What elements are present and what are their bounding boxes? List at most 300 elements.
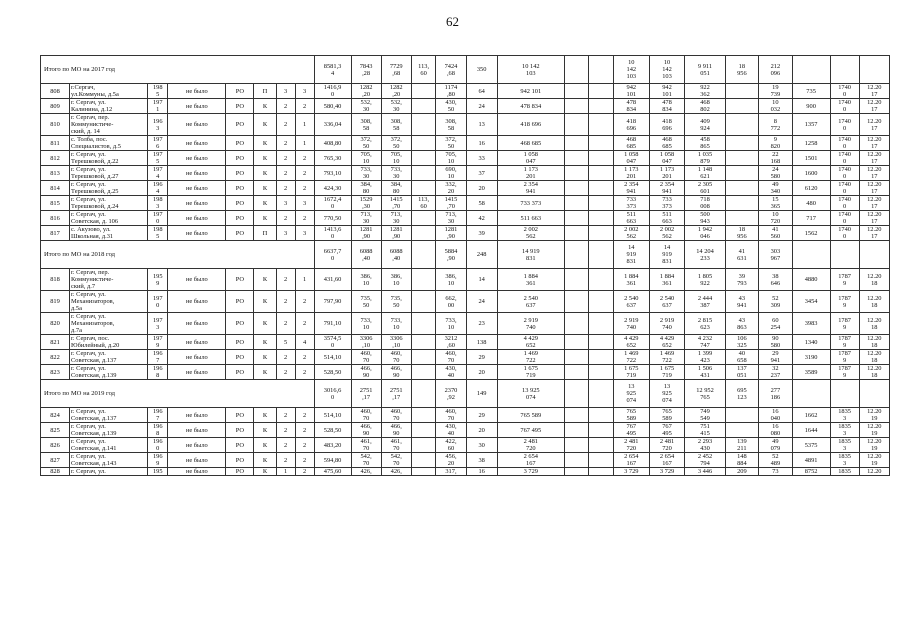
- table-cell: 16: [466, 136, 497, 151]
- table-cell: 12.20 18: [859, 313, 889, 335]
- table-cell: 1 942 046: [685, 226, 725, 241]
- table-cell: П: [254, 84, 276, 99]
- row-number-cell: 817: [41, 226, 70, 241]
- table-cell: 751 415: [685, 423, 725, 438]
- table-cell: [589, 335, 614, 350]
- table-cell: 1281 ,90: [351, 226, 381, 241]
- table-cell: 12.20 17: [859, 151, 889, 166]
- table-cell: 733 373: [649, 196, 685, 211]
- table-cell: 10 032: [759, 99, 793, 114]
- table-cell: 3190: [792, 350, 830, 365]
- table-cell: 38 646: [759, 269, 793, 291]
- table-cell: 1 173 201: [649, 166, 685, 181]
- table-cell: [589, 313, 614, 335]
- table-cell: 12.20 18: [859, 335, 889, 350]
- table-cell: [564, 423, 589, 438]
- table-cell: 4 429 652: [649, 335, 685, 350]
- table-cell: 3574,5 0: [314, 335, 351, 350]
- row-number-cell: 826: [41, 438, 70, 453]
- table-cell: 196 8: [148, 365, 168, 380]
- table-cell: 461, 70: [351, 438, 381, 453]
- table-cell: 4891: [792, 453, 830, 468]
- table-cell: 1672,4 0: [314, 196, 351, 211]
- address-cell: г. Сергач, ул. Советская, д.137: [70, 408, 148, 423]
- table-cell: 426,: [381, 468, 411, 476]
- table-cell: [411, 438, 436, 453]
- table-cell: 3454: [792, 291, 830, 313]
- table-cell: 2: [276, 453, 295, 468]
- table-cell: [411, 241, 436, 269]
- table-cell: [589, 56, 614, 84]
- table-cell: 1740 0: [830, 151, 859, 166]
- table-cell: РО: [226, 365, 254, 380]
- table-cell: [589, 365, 614, 380]
- table-cell: 483,20: [314, 438, 351, 453]
- table-cell: 5375: [792, 438, 830, 453]
- table-cell: 2 919 740: [649, 313, 685, 335]
- table-cell: [859, 241, 889, 269]
- table-cell: 2: [295, 438, 314, 453]
- table-cell: 922 362: [685, 84, 725, 99]
- table-cell: 42: [466, 211, 497, 226]
- table-cell: 4: [295, 335, 314, 350]
- table-cell: 386, 10: [436, 269, 466, 291]
- table-row: [41, 269, 890, 291]
- table-cell: 3: [295, 226, 314, 241]
- table-cell: К: [254, 151, 276, 166]
- table-cell: 1 058 047: [649, 151, 685, 166]
- table-cell: 4880: [792, 269, 830, 291]
- table-cell: 2 481 720: [649, 438, 685, 453]
- table-cell: [725, 99, 759, 114]
- table-cell: 2 654 167: [497, 453, 564, 468]
- table-cell: [859, 380, 889, 408]
- table-cell: П: [254, 226, 276, 241]
- table-cell: [725, 408, 759, 423]
- table-cell: [830, 241, 859, 269]
- table-cell: РО: [226, 151, 254, 166]
- table-cell: 1 469 722: [613, 350, 649, 365]
- row-number-cell: 821: [41, 335, 70, 350]
- table-cell: 197 6: [148, 136, 168, 151]
- table-cell: 749 549: [685, 408, 725, 423]
- table-cell: 209: [725, 468, 759, 476]
- table-cell: [589, 226, 614, 241]
- table-cell: К: [254, 291, 276, 313]
- table-cell: [411, 468, 436, 476]
- table-cell: РО: [226, 226, 254, 241]
- table-cell: 733, 10: [351, 313, 381, 335]
- table-cell: 511 663: [497, 211, 564, 226]
- table-cell: 6088 ,40: [381, 241, 411, 269]
- row-number-cell: 827: [41, 453, 70, 468]
- table-cell: 2: [295, 291, 314, 313]
- table-cell: 303 967: [759, 241, 793, 269]
- table-row: [41, 166, 890, 181]
- table-cell: 2: [276, 114, 295, 136]
- table-cell: 1835 3: [830, 408, 859, 423]
- table-cell: 7424 ,68: [436, 56, 466, 84]
- table-cell: [564, 196, 589, 211]
- table-cell: К: [254, 468, 276, 476]
- table-cell: 12.20 18: [859, 291, 889, 313]
- table-cell: 1 884 361: [649, 269, 685, 291]
- table-cell: 1 058 047: [613, 151, 649, 166]
- table-cell: 13 925 074: [613, 380, 649, 408]
- table-cell: 460, 70: [351, 350, 381, 365]
- address-cell: г. Сергач, пер. Коммунистиче- ский, д. 14: [70, 114, 148, 136]
- table-cell: 113, 60: [411, 196, 436, 211]
- table-cell: [725, 423, 759, 438]
- table-cell: 2: [295, 99, 314, 114]
- table-cell: 3983: [792, 313, 830, 335]
- table-cell: 466, 90: [351, 423, 381, 438]
- row-number-cell: 809: [41, 99, 70, 114]
- table-cell: 767 495: [613, 423, 649, 438]
- table-cell: [859, 56, 889, 84]
- table-cell: [564, 291, 589, 313]
- table-cell: 196 0: [148, 438, 168, 453]
- table-cell: 372, 50: [436, 136, 466, 151]
- table-cell: 514,10: [314, 408, 351, 423]
- table-cell: [564, 181, 589, 196]
- table-cell: 3: [276, 84, 295, 99]
- table-cell: 480: [792, 196, 830, 211]
- table-cell: РО: [226, 423, 254, 438]
- table-cell: 422, 60: [436, 438, 466, 453]
- table-cell: 733, 10: [436, 313, 466, 335]
- table-cell: 2 481 720: [613, 438, 649, 453]
- table-cell: К: [254, 211, 276, 226]
- table-cell: 1740 0: [830, 181, 859, 196]
- table-cell: 532, 30: [351, 99, 381, 114]
- table-cell: [564, 408, 589, 423]
- address-cell: г.Сергач, ул.Коммуны, д.5а: [70, 84, 148, 99]
- table-cell: 12.20: [859, 468, 889, 476]
- table-cell: 2: [276, 99, 295, 114]
- table-cell: не было: [168, 114, 226, 136]
- table-cell: 2: [295, 423, 314, 438]
- table-cell: К: [254, 99, 276, 114]
- table-cell: [725, 196, 759, 211]
- table-cell: 2: [276, 166, 295, 181]
- table-cell: [589, 291, 614, 313]
- table-cell: 2 444 387: [685, 291, 725, 313]
- table-cell: [589, 196, 614, 211]
- table-cell: [411, 99, 436, 114]
- table-cell: 542, 70: [351, 453, 381, 468]
- table-cell: 705, 10: [381, 151, 411, 166]
- table-cell: 3: [276, 226, 295, 241]
- table-cell: 19 739: [759, 84, 793, 99]
- table-cell: 705, 10: [436, 151, 466, 166]
- table-cell: 6637,7 0: [314, 241, 351, 269]
- table-cell: К: [254, 453, 276, 468]
- table-cell: не было: [168, 151, 226, 166]
- table-cell: [725, 84, 759, 99]
- table-cell: 22 168: [759, 151, 793, 166]
- table-cell: 1 058 047: [497, 151, 564, 166]
- table-cell: 2 815 623: [685, 313, 725, 335]
- row-number-cell: 811: [41, 136, 70, 151]
- table-cell: 24: [466, 291, 497, 313]
- table-cell: 2: [276, 181, 295, 196]
- table-cell: 2 305 601: [685, 181, 725, 196]
- table-cell: 1357: [792, 114, 830, 136]
- table-cell: РО: [226, 335, 254, 350]
- table-cell: 20: [466, 365, 497, 380]
- table-cell: РО: [226, 438, 254, 453]
- table-cell: К: [254, 166, 276, 181]
- table-cell: 20: [466, 181, 497, 196]
- table-cell: 430, 50: [436, 99, 466, 114]
- table-cell: 16: [466, 468, 497, 476]
- table-cell: 3: [295, 196, 314, 211]
- table-cell: 418 696: [497, 114, 564, 136]
- table-cell: 10 142 103: [649, 56, 685, 84]
- table-cell: 408,80: [314, 136, 351, 151]
- table-cell: [564, 114, 589, 136]
- table-row: [41, 151, 890, 166]
- table-cell: 942 101: [613, 84, 649, 99]
- table-cell: 733 373: [613, 196, 649, 211]
- address-cell: г. Сергач, ул. Советская, д.139: [70, 365, 148, 380]
- table-cell: 466, 90: [381, 423, 411, 438]
- table-cell: [411, 151, 436, 166]
- table-cell: не было: [168, 181, 226, 196]
- housing-program-table: [40, 55, 890, 476]
- table-cell: 735, 50: [381, 291, 411, 313]
- address-cell: г. Сергач, ул. Механизаторов, д.7а: [70, 313, 148, 335]
- table-cell: 478 834: [649, 99, 685, 114]
- table-cell: [564, 99, 589, 114]
- table-cell: 2 540 637: [613, 291, 649, 313]
- table-cell: 1 399 423: [685, 350, 725, 365]
- table-cell: [411, 380, 436, 408]
- table-cell: РО: [226, 269, 254, 291]
- table-cell: К: [254, 350, 276, 365]
- table-cell: 30: [466, 438, 497, 453]
- table-cell: 12.20 18: [859, 350, 889, 365]
- table-cell: 3 729: [613, 468, 649, 476]
- table-cell: 1282 ,20: [351, 84, 381, 99]
- table-cell: 14 919 831: [613, 241, 649, 269]
- table-cell: 7843 ,28: [351, 56, 381, 84]
- table-cell: не было: [168, 350, 226, 365]
- table-cell: 332, 20: [436, 181, 466, 196]
- table-cell: 2 654 167: [649, 453, 685, 468]
- table-cell: 735: [792, 84, 830, 99]
- table-cell: [589, 408, 614, 423]
- table-cell: 49 340: [759, 181, 793, 196]
- table-cell: 197 0: [148, 291, 168, 313]
- table-cell: РО: [226, 166, 254, 181]
- table-cell: 478 834: [497, 99, 564, 114]
- table-cell: 1 173 201: [497, 166, 564, 181]
- table-cell: 13 925 074: [497, 380, 564, 408]
- table-cell: 2: [276, 211, 295, 226]
- table-cell: 384, 80: [351, 181, 381, 196]
- address-cell: г. Сергач, ул. Терешковой, д.24: [70, 196, 148, 211]
- table-cell: 33: [466, 151, 497, 166]
- table-cell: 1340: [792, 335, 830, 350]
- table-cell: 43 941: [725, 291, 759, 313]
- table-cell: 3: [276, 196, 295, 211]
- table-cell: 106 325: [725, 335, 759, 350]
- table-cell: 2: [276, 151, 295, 166]
- table-cell: 2 654 167: [613, 453, 649, 468]
- table-cell: 431,60: [314, 269, 351, 291]
- table-cell: РО: [226, 291, 254, 313]
- table-cell: 662, 00: [436, 291, 466, 313]
- table-cell: 39: [466, 226, 497, 241]
- table-cell: 43 863: [725, 313, 759, 335]
- table-cell: 1 148 621: [685, 166, 725, 181]
- total-row: [41, 241, 890, 269]
- table-cell: [564, 313, 589, 335]
- table-cell: 717: [792, 211, 830, 226]
- table-cell: 32 237: [759, 365, 793, 380]
- table-cell: 6120: [792, 181, 830, 196]
- table-cell: 52 489: [759, 453, 793, 468]
- table-cell: 2 002 562: [613, 226, 649, 241]
- table-cell: 733, 30: [351, 166, 381, 181]
- table-cell: РО: [226, 468, 254, 476]
- table-cell: 14 919 831: [497, 241, 564, 269]
- table-cell: [411, 166, 436, 181]
- table-cell: 1740 0: [830, 211, 859, 226]
- table-cell: 468 685: [613, 136, 649, 151]
- table-cell: К: [254, 114, 276, 136]
- table-cell: не было: [168, 468, 226, 476]
- table-cell: 2: [295, 151, 314, 166]
- table-cell: 52 309: [759, 291, 793, 313]
- table-cell: 308, 58: [351, 114, 381, 136]
- table-cell: К: [254, 136, 276, 151]
- table-cell: 500 943: [685, 211, 725, 226]
- table-cell: 12.20 17: [859, 84, 889, 99]
- table-cell: 60 254: [759, 313, 793, 335]
- table-cell: 12.20 17: [859, 136, 889, 151]
- table-cell: 765 589: [613, 408, 649, 423]
- table-cell: 139 211: [725, 438, 759, 453]
- table-cell: 733 373: [497, 196, 564, 211]
- table-cell: 1740 0: [830, 196, 859, 211]
- table-cell: 138: [466, 335, 497, 350]
- address-cell: г. Сергач, ул. Терешковой, д.22: [70, 151, 148, 166]
- table-cell: 12.20 18: [859, 269, 889, 291]
- table-cell: 195: [148, 468, 168, 476]
- table-cell: [564, 453, 589, 468]
- table-cell: [589, 136, 614, 151]
- table-cell: 430, 40: [436, 423, 466, 438]
- table-cell: 2: [276, 423, 295, 438]
- table-cell: 1: [276, 468, 295, 476]
- table-cell: К: [254, 335, 276, 350]
- table-cell: 1 469 722: [649, 350, 685, 365]
- address-cell: г. Сергач, ул. Калинина, д.12: [70, 99, 148, 114]
- table-cell: 430, 40: [436, 365, 466, 380]
- table-cell: 735, 50: [351, 291, 381, 313]
- table-cell: не было: [168, 84, 226, 99]
- table-cell: 196 3: [148, 114, 168, 136]
- table-cell: [589, 84, 614, 99]
- table-cell: 2 354 941: [613, 181, 649, 196]
- table-cell: 2: [295, 365, 314, 380]
- table-cell: К: [254, 181, 276, 196]
- table-cell: К: [254, 313, 276, 335]
- table-cell: 1787 9: [830, 269, 859, 291]
- table-row: [41, 196, 890, 211]
- table-row: [41, 453, 890, 468]
- table-cell: 40 658: [725, 350, 759, 365]
- table-cell: 2: [276, 313, 295, 335]
- table-cell: [589, 350, 614, 365]
- table-cell: 2751 ,17: [381, 380, 411, 408]
- table-cell: 3589: [792, 365, 830, 380]
- table-cell: К: [254, 196, 276, 211]
- table-cell: 23: [466, 313, 497, 335]
- table-cell: [411, 423, 436, 438]
- table-cell: 466, 90: [381, 365, 411, 380]
- table-cell: 713, 30: [351, 211, 381, 226]
- address-cell: г. Сергач, ул. Советская, д.139: [70, 423, 148, 438]
- table-cell: 277 186: [759, 380, 793, 408]
- table-cell: [589, 211, 614, 226]
- table-cell: не было: [168, 365, 226, 380]
- table-cell: [589, 423, 614, 438]
- address-cell: с. Акузово, ул. Школьная, д.31: [70, 226, 148, 241]
- table-cell: 14 204 233: [685, 241, 725, 269]
- table-cell: 37: [466, 166, 497, 181]
- table-cell: 15 365: [759, 196, 793, 211]
- table-row: [41, 408, 890, 423]
- table-cell: К: [254, 365, 276, 380]
- table-cell: 198 3: [148, 196, 168, 211]
- page-number: 62: [446, 14, 459, 29]
- table-cell: 2: [295, 181, 314, 196]
- table-cell: 24: [466, 99, 497, 114]
- table-cell: 3306 ,10: [381, 335, 411, 350]
- table-cell: 1281 ,90: [381, 226, 411, 241]
- table-cell: [725, 151, 759, 166]
- table-cell: не было: [168, 313, 226, 335]
- table-cell: 1787 9: [830, 291, 859, 313]
- total-row: [41, 380, 890, 408]
- table-cell: 1 506 431: [685, 365, 725, 380]
- address-cell: с. Толба, пос. Специалистов, д.5: [70, 136, 148, 151]
- table-cell: 1416,9 0: [314, 84, 351, 99]
- total-row: [41, 56, 890, 84]
- table-cell: 2 452 794: [685, 453, 725, 468]
- row-number-cell: 820: [41, 313, 70, 335]
- table-cell: не было: [168, 166, 226, 181]
- table-cell: 705, 10: [351, 151, 381, 166]
- table-cell: 2: [276, 136, 295, 151]
- row-number-cell: 812: [41, 151, 70, 166]
- table-cell: 1662: [792, 408, 830, 423]
- table-cell: 511 663: [613, 211, 649, 226]
- table-cell: не было: [168, 269, 226, 291]
- table-cell: 426,: [351, 468, 381, 476]
- row-number-cell: 823: [41, 365, 70, 380]
- table-cell: 765 589: [497, 408, 564, 423]
- table-cell: 24 580: [759, 166, 793, 181]
- table-cell: 2: [295, 211, 314, 226]
- table-cell: 12.20 19: [859, 453, 889, 468]
- table-row: [41, 365, 890, 380]
- table-cell: [411, 211, 436, 226]
